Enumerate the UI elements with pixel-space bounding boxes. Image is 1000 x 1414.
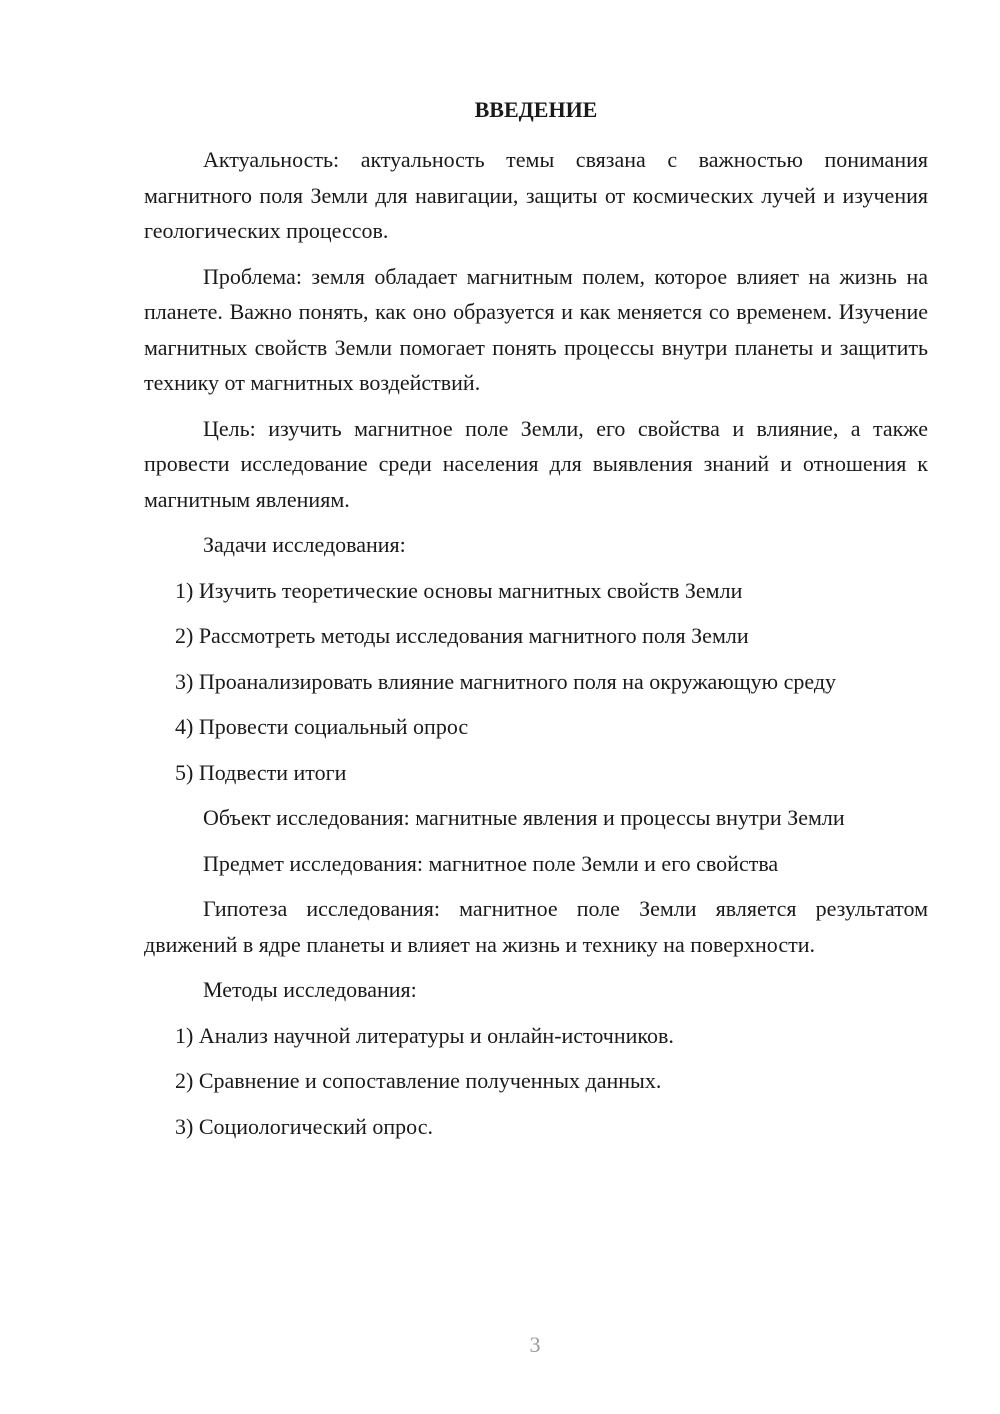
research-subject: Предмет исследования: магнитное поле Земли и его свойства bbox=[203, 850, 779, 876]
task-item-5: 5) Подвести итоги bbox=[175, 759, 347, 785]
research-object: Объект исследования: магнитные явления и процессы внутри Земли bbox=[203, 805, 845, 830]
methods-heading: Методы исследования: bbox=[203, 977, 417, 1002]
task-item-4: 4) Провести социальный опрос bbox=[175, 714, 469, 739]
section-heading: ВВЕДЕНИЕ bbox=[474, 97, 598, 122]
task-item-3: 3) Проанализировать влияние магнитного поля на окружающую среду bbox=[175, 668, 837, 694]
hypothesis-paragraph: Гипотеза исследования: магнитное поле Земли является результатом движений в ядре планеты и влияет на жизнь и технику на поверхности. bbox=[144, 896, 928, 957]
method-item-1: 1) Анализ научной литературы и онлайн-источников. bbox=[175, 1022, 674, 1048]
tasks-heading: Задачи исследования: bbox=[203, 532, 406, 557]
goal-paragraph: Цель: изучить магнитное поле Земли, его свойства и влияние, а также провести исследование среди населения для выявления знаний и отношения к магнитным явлениям. bbox=[144, 415, 928, 512]
method-item-3: 3) Социологический опрос. bbox=[175, 1113, 433, 1139]
problem-paragraph: Проблема: земля обладает магнитным полем, которое влияет на жизнь на планете. Важно понять, как оно образуется и как меняется со временем. Изучение магнитных свойств Земли помогает понять процессы внутри планеты и защитить технику от магнитных воздействий. bbox=[144, 263, 928, 395]
page-content bbox=[144, 92, 928, 1154]
page-number: 3 bbox=[529, 1332, 541, 1357]
task-item-1: 1) Изучить теоретические основы магнитных свойств Земли bbox=[175, 577, 743, 603]
relevance-paragraph: Актуальность: актуальность темы связана с важностью понимания магнитного поля Земли для навигации, защиты от космических лучей и изучения геологических процессов. bbox=[144, 147, 928, 243]
task-item-2: 2) Рассмотреть методы исследования магнитного поля Земли bbox=[175, 623, 749, 648]
method-item-2: 2) Сравнение и сопоставление полученных данных. bbox=[175, 1068, 662, 1093]
